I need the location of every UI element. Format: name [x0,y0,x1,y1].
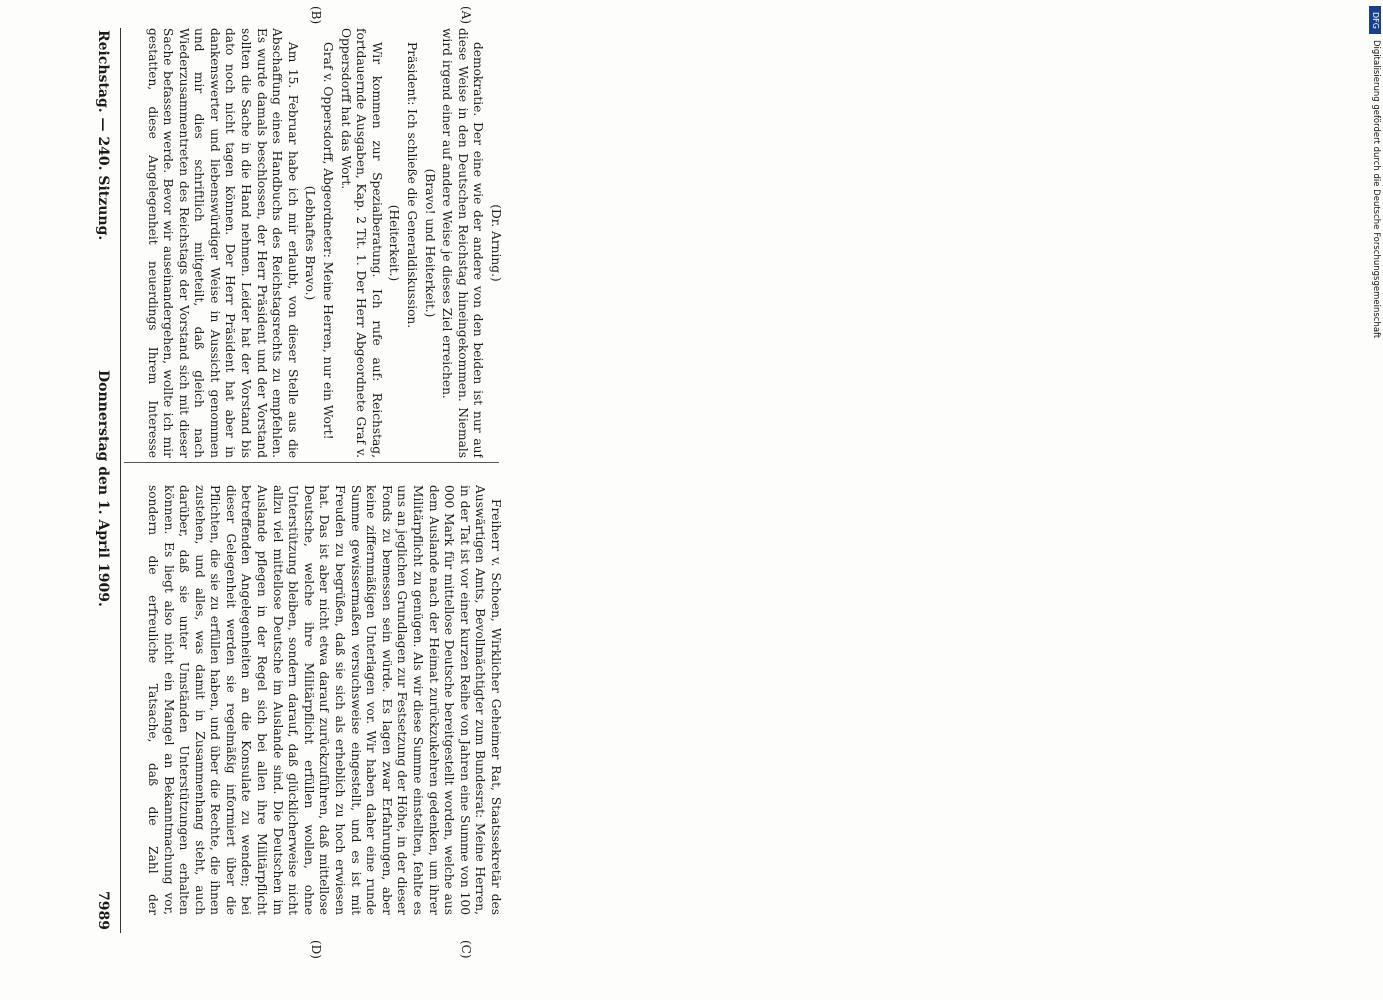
margin-letter-c: (C) [459,940,473,959]
right-text-column [143,485,503,915]
dfg-logo: DFG [1369,6,1381,34]
paragraph: (Heiterkeit.) [387,204,402,282]
paragraph: Freiherr v. Schoen, Wirklicher Geheimer Rat, Staatssekretär des Auswärtigen Amts, Bevollmächtigter zum Bundesrat: Meine Herren, in der Tat ist vor einer kurzen Reihe von Jahren eine Summe von 100 000 Mark für mittellose Deutsche bereitgestellt worden, welche aus dem Auslande nach der Heimat zurückzukehren gedenken, um ihrer Militärpflicht zu genügen. Als wir diese Summe einstellten, fehlte es uns an jeglichen Grundlagen zur Festsetzung der Höhe, in der dieser Fonds zu bemessen sein würde. Es lagen zwar Erfahrungen, aber keine ziffernmäßigen Unterlagen vor. Wir haben daher eine runde Summe gewissermaßen versuchsweise eingestellt, und es ist mit Freuden zu begrüßen, daß sie sich als erheblich zu hoch erwiesen hat. Das ist aber nicht etwa darauf zurückzuführen, daß mittellose Deutsche, welche ihre Militärpflicht erfüllen wollen, ohne Unterstützung bleiben, sondern darauf, daß glücklicherweise nicht allzu viel mittellose Deutsche im Auslande sind. Die Deutschen im Auslande pflegen in der Regel sich bei allen ihre Militärpflicht betreffenden Angelegenheiten an die Konsulate zu wenden; bei dieser Gelegenheit werden sie regelmäßig informiert über die Pflichten, die sie zu erfüllen haben, und über die Rechte, die ihnen zustehen, und alles, was damit in Zusammenhang steht, auch darüber, daß sie unter Umständen Unterstützungen erhalten können. Es liegt also nicht ein Mangel an Bekanntmachung vor, sondern die erfreuliche Tatsache, daß die Zahl der [145,485,503,915]
margin-letter-d: (D) [309,940,323,959]
paragraph: (Lebhaftes Bravo.) [303,185,318,301]
paragraph: Am 15. Februar habe ich mir erlaubt, von dieser Stelle aus die Abschaffung eines Handbuchs des Reichstagsrechts zu empfehlen. Es wurde damals beschlossen, der Herr Präsident und der Vorstand sollten die Sache in die Hand nehmen. Leider hat der Vorstand bis dato noch nicht tagen können. Der Herr Präsident hat aber in dankenswerter und liebenswürdiger Weise in Aussicht genommen und mir dies schriftlich mitgeteilt, daß gleich nach Wiederzusammentreten des Reichstags der Vorstand sich mit dieser Sache befassen werde. Bevor wir auseinandergehen, wollte ich mir gestatten, diese Angelegenheit neuerdings Ihrem Interesse [145,28,300,458]
paragraph: Präsident: Ich schließe die Generaldiskussion. [405,42,420,329]
paragraph: (Dr. Arning.) [489,204,503,282]
paragraph: (Bravo! und Heiterkeit.) [422,168,437,318]
paragraph: Graf v. Oppersdorff, Abgeordneter: Meine Herren, nur ein Wort! [321,42,336,440]
digitization-credit: Digitalisierung gefördert durch die Deutsche Forschungsgemeinschaft [1371,40,1381,339]
paragraph: demokratie. Der eine wie der andere von den beiden ist nur auf diese Weise in den Deutschen Reichstag hineingekommen. Niemals wird irgend einer auf andere Weise je dieses Ziel erreichen. [440,28,486,458]
page-header [87,30,115,930]
margin-letter-a: (A) [459,6,473,25]
page-number: 7989 [95,891,111,930]
margin-letter-b: (B) [309,6,323,25]
header-date: Donnerstag den 1. April 1909. [95,370,111,607]
left-text-column [143,28,503,458]
column-divider [124,462,499,463]
header-rule [120,28,121,933]
paragraph: Wir kommen zur Spezialberatung. Ich rufe auf: Reichstag, fortdauernde Ausgaben, Kap. 2 Tit. 1. Der Herr Abgeordnete Graf v. Oppersdorff hat das Wort. [338,28,384,458]
header-left: Reichstag. — 240. Sitzung. [95,30,111,241]
